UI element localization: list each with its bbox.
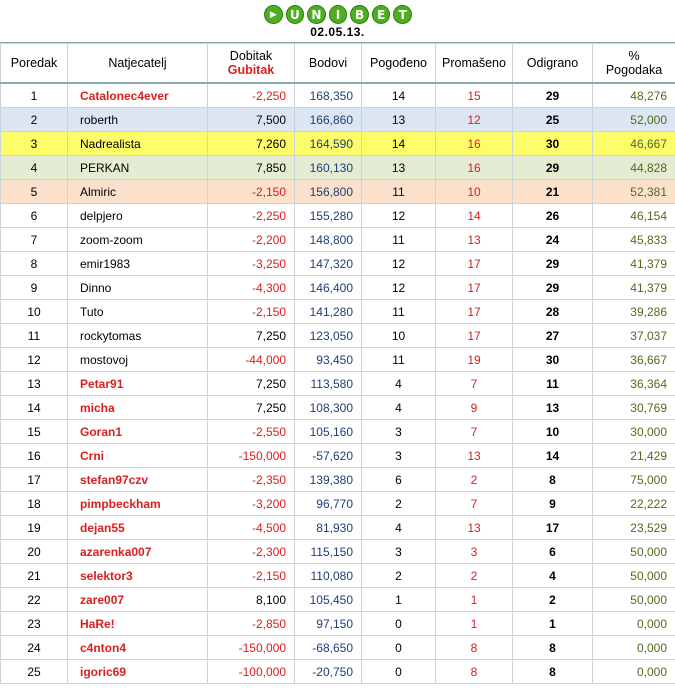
name-cell: zoom-zoom bbox=[68, 228, 208, 252]
played-cell: 8 bbox=[513, 660, 593, 684]
miss-cell: 7 bbox=[436, 372, 513, 396]
table-row bbox=[1, 564, 675, 588]
miss-cell: 3 bbox=[436, 540, 513, 564]
pct-cell: 75,000 bbox=[593, 468, 675, 492]
hit-cell: 2 bbox=[362, 492, 436, 516]
rank-cell: 13 bbox=[1, 372, 68, 396]
miss-cell: 1 bbox=[436, 612, 513, 636]
pct-cell: 50,000 bbox=[593, 588, 675, 612]
points-cell: 156,800 bbox=[295, 180, 362, 204]
miss-cell: 2 bbox=[436, 564, 513, 588]
gain-loss-cell: -100,000 bbox=[208, 660, 295, 684]
gain-loss-cell: 7,250 bbox=[208, 324, 295, 348]
name-cell: HaRe! bbox=[68, 612, 208, 636]
table-row bbox=[1, 180, 675, 204]
standings-table bbox=[0, 43, 675, 684]
rank-cell: 8 bbox=[1, 252, 68, 276]
rank-cell: 14 bbox=[1, 396, 68, 420]
pct-cell: 30,000 bbox=[593, 420, 675, 444]
rank-cell: 15 bbox=[1, 420, 68, 444]
table-row bbox=[1, 300, 675, 324]
header-pct bbox=[593, 44, 675, 84]
rank-cell: 19 bbox=[1, 516, 68, 540]
points-cell: 141,280 bbox=[295, 300, 362, 324]
hit-cell: 6 bbox=[362, 468, 436, 492]
table-row bbox=[1, 516, 675, 540]
pct-cell: 36,667 bbox=[593, 348, 675, 372]
rank-cell: 24 bbox=[1, 636, 68, 660]
hit-cell: 4 bbox=[362, 372, 436, 396]
rank-cell: 17 bbox=[1, 468, 68, 492]
points-cell: 146,400 bbox=[295, 276, 362, 300]
pct-cell: 44,828 bbox=[593, 156, 675, 180]
pct-cell: 41,379 bbox=[593, 276, 675, 300]
rank-cell: 1 bbox=[1, 83, 68, 108]
pct-cell: 41,379 bbox=[593, 252, 675, 276]
hit-cell: 0 bbox=[362, 660, 436, 684]
played-cell: 1 bbox=[513, 612, 593, 636]
pct-cell: 23,529 bbox=[593, 516, 675, 540]
miss-cell: 8 bbox=[436, 636, 513, 660]
name-cell: dejan55 bbox=[68, 516, 208, 540]
played-cell: 8 bbox=[513, 468, 593, 492]
table-row bbox=[1, 468, 675, 492]
gain-loss-cell: -150,000 bbox=[208, 444, 295, 468]
gain-loss-cell: 7,500 bbox=[208, 108, 295, 132]
hit-cell: 3 bbox=[362, 420, 436, 444]
gain-loss-cell: -44,000 bbox=[208, 348, 295, 372]
played-cell: 26 bbox=[513, 204, 593, 228]
header-hit: Pogođeno bbox=[362, 44, 436, 84]
played-cell: 30 bbox=[513, 348, 593, 372]
played-cell: 24 bbox=[513, 228, 593, 252]
points-cell: 168,350 bbox=[295, 83, 362, 108]
played-cell: 10 bbox=[513, 420, 593, 444]
played-cell: 28 bbox=[513, 300, 593, 324]
points-cell: 115,150 bbox=[295, 540, 362, 564]
gain-loss-cell: -4,500 bbox=[208, 516, 295, 540]
pct-cell: 37,037 bbox=[593, 324, 675, 348]
points-cell: 164,590 bbox=[295, 132, 362, 156]
played-cell: 17 bbox=[513, 516, 593, 540]
miss-cell: 17 bbox=[436, 276, 513, 300]
table-row bbox=[1, 108, 675, 132]
name-cell: selektor3 bbox=[68, 564, 208, 588]
rank-cell: 25 bbox=[1, 660, 68, 684]
pct-cell: 45,833 bbox=[593, 228, 675, 252]
header-rank: Poredak bbox=[1, 44, 68, 84]
rank-cell: 3 bbox=[1, 132, 68, 156]
pct-cell: 0,000 bbox=[593, 636, 675, 660]
hit-cell: 4 bbox=[362, 396, 436, 420]
miss-cell: 19 bbox=[436, 348, 513, 372]
hit-cell: 12 bbox=[362, 204, 436, 228]
rank-cell: 7 bbox=[1, 228, 68, 252]
pct-cell: 52,381 bbox=[593, 180, 675, 204]
name-cell: Almiric bbox=[68, 180, 208, 204]
played-cell: 14 bbox=[513, 444, 593, 468]
header-name: Natjecatelj bbox=[68, 44, 208, 84]
gain-loss-cell: -2,150 bbox=[208, 564, 295, 588]
table-row bbox=[1, 540, 675, 564]
miss-cell: 15 bbox=[436, 83, 513, 108]
rank-cell: 11 bbox=[1, 324, 68, 348]
miss-cell: 17 bbox=[436, 300, 513, 324]
rank-cell: 2 bbox=[1, 108, 68, 132]
header-played: Odigrano bbox=[513, 44, 593, 84]
hit-cell: 14 bbox=[362, 83, 436, 108]
name-cell: emir1983 bbox=[68, 252, 208, 276]
header-miss: Promašeno bbox=[436, 44, 513, 84]
points-cell: 166,860 bbox=[295, 108, 362, 132]
points-cell: 81,930 bbox=[295, 516, 362, 540]
name-cell: mostovoj bbox=[68, 348, 208, 372]
gain-loss-cell: -2,350 bbox=[208, 468, 295, 492]
unibet-logo bbox=[264, 5, 412, 24]
hit-cell: 3 bbox=[362, 444, 436, 468]
header bbox=[0, 0, 675, 43]
played-cell: 13 bbox=[513, 396, 593, 420]
name-cell: stefan97czv bbox=[68, 468, 208, 492]
pct-cell: 30,769 bbox=[593, 396, 675, 420]
miss-cell: 16 bbox=[436, 156, 513, 180]
miss-cell: 14 bbox=[436, 204, 513, 228]
hit-cell: 3 bbox=[362, 540, 436, 564]
played-cell: 29 bbox=[513, 276, 593, 300]
points-cell: 93,450 bbox=[295, 348, 362, 372]
played-cell: 29 bbox=[513, 156, 593, 180]
header-gain: Dobitak bbox=[229, 49, 273, 63]
points-cell: 155,280 bbox=[295, 204, 362, 228]
played-cell: 27 bbox=[513, 324, 593, 348]
played-cell: 11 bbox=[513, 372, 593, 396]
hit-cell: 12 bbox=[362, 276, 436, 300]
pct-cell: 21,429 bbox=[593, 444, 675, 468]
name-cell: delpjero bbox=[68, 204, 208, 228]
points-cell: 139,380 bbox=[295, 468, 362, 492]
rank-cell: 21 bbox=[1, 564, 68, 588]
gain-loss-cell: -2,300 bbox=[208, 540, 295, 564]
gain-loss-cell: -2,850 bbox=[208, 612, 295, 636]
rank-cell: 12 bbox=[1, 348, 68, 372]
hit-cell: 11 bbox=[362, 180, 436, 204]
name-cell: igoric69 bbox=[68, 660, 208, 684]
played-cell: 8 bbox=[513, 636, 593, 660]
hit-cell: 2 bbox=[362, 564, 436, 588]
logo-letter: B bbox=[350, 5, 369, 24]
table-row bbox=[1, 324, 675, 348]
gain-loss-cell: 7,250 bbox=[208, 372, 295, 396]
miss-cell: 13 bbox=[436, 516, 513, 540]
gain-loss-cell: 8,100 bbox=[208, 588, 295, 612]
name-cell: Petar91 bbox=[68, 372, 208, 396]
gain-loss-cell: 7,260 bbox=[208, 132, 295, 156]
gain-loss-cell: -2,250 bbox=[208, 204, 295, 228]
logo-letter: U bbox=[286, 5, 305, 24]
name-cell: Goran1 bbox=[68, 420, 208, 444]
points-cell: 108,300 bbox=[295, 396, 362, 420]
name-cell: zare007 bbox=[68, 588, 208, 612]
rank-cell: 16 bbox=[1, 444, 68, 468]
played-cell: 29 bbox=[513, 83, 593, 108]
points-cell: -20,750 bbox=[295, 660, 362, 684]
pct-cell: 46,154 bbox=[593, 204, 675, 228]
table-row bbox=[1, 636, 675, 660]
hit-cell: 11 bbox=[362, 348, 436, 372]
miss-cell: 8 bbox=[436, 660, 513, 684]
pct-cell: 0,000 bbox=[593, 612, 675, 636]
logo-letter: E bbox=[372, 5, 391, 24]
hit-cell: 11 bbox=[362, 300, 436, 324]
table-row bbox=[1, 156, 675, 180]
hit-cell: 0 bbox=[362, 636, 436, 660]
hit-cell: 0 bbox=[362, 612, 436, 636]
pct-cell: 0,000 bbox=[593, 660, 675, 684]
points-cell: 105,160 bbox=[295, 420, 362, 444]
name-cell: pimpbeckham bbox=[68, 492, 208, 516]
table-row bbox=[1, 348, 675, 372]
table-row bbox=[1, 132, 675, 156]
table-body bbox=[1, 83, 675, 684]
header-loss: Gubitak bbox=[227, 63, 275, 77]
points-cell: 113,580 bbox=[295, 372, 362, 396]
table-row bbox=[1, 228, 675, 252]
pct-cell: 52,000 bbox=[593, 108, 675, 132]
rank-cell: 10 bbox=[1, 300, 68, 324]
table-row bbox=[1, 204, 675, 228]
played-cell: 21 bbox=[513, 180, 593, 204]
table-row bbox=[1, 372, 675, 396]
gain-loss-cell: -2,150 bbox=[208, 300, 295, 324]
header-pct-sign: % bbox=[628, 49, 640, 63]
date-label: 02.05.13. bbox=[310, 25, 365, 39]
pct-cell: 48,276 bbox=[593, 83, 675, 108]
points-cell: 110,080 bbox=[295, 564, 362, 588]
points-cell: 97,150 bbox=[295, 612, 362, 636]
name-cell: c4nton4 bbox=[68, 636, 208, 660]
points-cell: 105,450 bbox=[295, 588, 362, 612]
rank-cell: 4 bbox=[1, 156, 68, 180]
points-cell: 96,770 bbox=[295, 492, 362, 516]
hit-cell: 10 bbox=[362, 324, 436, 348]
name-cell: Crni bbox=[68, 444, 208, 468]
table-row bbox=[1, 252, 675, 276]
table-row bbox=[1, 396, 675, 420]
gain-loss-cell: -3,250 bbox=[208, 252, 295, 276]
logo-letter: T bbox=[393, 5, 412, 24]
rank-cell: 23 bbox=[1, 612, 68, 636]
played-cell: 30 bbox=[513, 132, 593, 156]
pct-cell: 36,364 bbox=[593, 372, 675, 396]
miss-cell: 7 bbox=[436, 420, 513, 444]
miss-cell: 16 bbox=[436, 132, 513, 156]
header-points: Bodovi bbox=[295, 44, 362, 84]
played-cell: 2 bbox=[513, 588, 593, 612]
header-row bbox=[1, 44, 675, 84]
name-cell: Nadrealista bbox=[68, 132, 208, 156]
miss-cell: 17 bbox=[436, 252, 513, 276]
played-cell: 9 bbox=[513, 492, 593, 516]
miss-cell: 10 bbox=[436, 180, 513, 204]
name-cell: micha bbox=[68, 396, 208, 420]
miss-cell: 17 bbox=[436, 324, 513, 348]
hit-cell: 4 bbox=[362, 516, 436, 540]
points-cell: 123,050 bbox=[295, 324, 362, 348]
miss-cell: 12 bbox=[436, 108, 513, 132]
rank-cell: 20 bbox=[1, 540, 68, 564]
points-cell: -57,620 bbox=[295, 444, 362, 468]
pct-cell: 46,667 bbox=[593, 132, 675, 156]
played-cell: 29 bbox=[513, 252, 593, 276]
points-cell: 147,320 bbox=[295, 252, 362, 276]
gain-loss-cell: -2,200 bbox=[208, 228, 295, 252]
table-row bbox=[1, 83, 675, 108]
name-cell: Dinno bbox=[68, 276, 208, 300]
gain-loss-cell: -2,550 bbox=[208, 420, 295, 444]
rank-cell: 6 bbox=[1, 204, 68, 228]
table-row bbox=[1, 612, 675, 636]
played-cell: 25 bbox=[513, 108, 593, 132]
gain-loss-cell: 7,250 bbox=[208, 396, 295, 420]
miss-cell: 2 bbox=[436, 468, 513, 492]
gain-loss-cell: -2,250 bbox=[208, 83, 295, 108]
table-row bbox=[1, 492, 675, 516]
logo-letter: I bbox=[329, 5, 348, 24]
hit-cell: 14 bbox=[362, 132, 436, 156]
table-row bbox=[1, 588, 675, 612]
gain-loss-cell: -4,300 bbox=[208, 276, 295, 300]
name-cell: Catalonec4ever bbox=[68, 83, 208, 108]
hit-cell: 11 bbox=[362, 228, 436, 252]
miss-cell: 13 bbox=[436, 228, 513, 252]
miss-cell: 9 bbox=[436, 396, 513, 420]
pct-cell: 50,000 bbox=[593, 540, 675, 564]
miss-cell: 7 bbox=[436, 492, 513, 516]
miss-cell: 13 bbox=[436, 444, 513, 468]
name-cell: rockytomas bbox=[68, 324, 208, 348]
table-row bbox=[1, 420, 675, 444]
gain-loss-cell: -150,000 bbox=[208, 636, 295, 660]
gain-loss-cell: -3,200 bbox=[208, 492, 295, 516]
hit-cell: 13 bbox=[362, 156, 436, 180]
pct-cell: 39,286 bbox=[593, 300, 675, 324]
play-icon: ▶ bbox=[264, 5, 283, 24]
name-cell: azarenka007 bbox=[68, 540, 208, 564]
table-row bbox=[1, 660, 675, 684]
played-cell: 4 bbox=[513, 564, 593, 588]
rank-cell: 18 bbox=[1, 492, 68, 516]
table-row bbox=[1, 444, 675, 468]
rank-cell: 5 bbox=[1, 180, 68, 204]
name-cell: PERKAN bbox=[68, 156, 208, 180]
points-cell: -68,650 bbox=[295, 636, 362, 660]
rank-cell: 9 bbox=[1, 276, 68, 300]
header-gain-loss bbox=[208, 44, 295, 84]
miss-cell: 1 bbox=[436, 588, 513, 612]
hit-cell: 13 bbox=[362, 108, 436, 132]
rank-cell: 22 bbox=[1, 588, 68, 612]
name-cell: Tuto bbox=[68, 300, 208, 324]
pct-cell: 22,222 bbox=[593, 492, 675, 516]
pct-cell: 50,000 bbox=[593, 564, 675, 588]
gain-loss-cell: 7,850 bbox=[208, 156, 295, 180]
points-cell: 160,130 bbox=[295, 156, 362, 180]
header-pct-label: Pogodaka bbox=[605, 63, 663, 77]
played-cell: 6 bbox=[513, 540, 593, 564]
name-cell: roberth bbox=[68, 108, 208, 132]
table-row bbox=[1, 276, 675, 300]
logo-letter: N bbox=[307, 5, 326, 24]
gain-loss-cell: -2,150 bbox=[208, 180, 295, 204]
points-cell: 148,800 bbox=[295, 228, 362, 252]
hit-cell: 1 bbox=[362, 588, 436, 612]
hit-cell: 12 bbox=[362, 252, 436, 276]
